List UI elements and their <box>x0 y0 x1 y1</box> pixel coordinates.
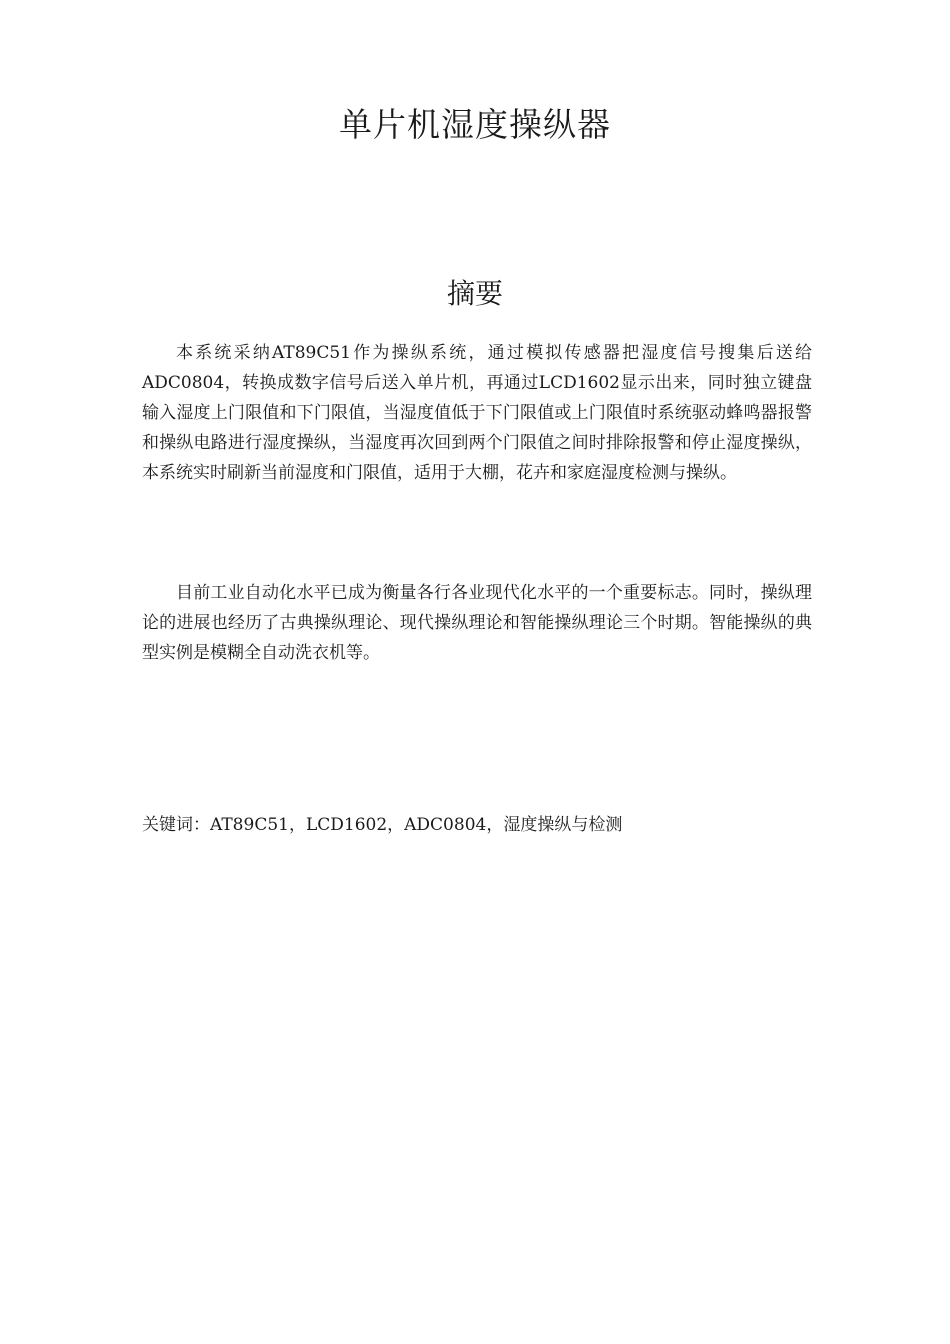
abstract-paragraph-2: 目前工业自动化水平已成为衡量各行各业现代化水平的一个重要标志。同时，操纵理论的进展也经历了古典操纵理论、现代操纵理论和智能操纵理论三个时期。智能操纵的典型实例是模糊全自动洗衣机等。 <box>142 583 812 663</box>
keywords-line: 关键词：AT89C51，LCD1602，ADC0804，湿度操纵与检测 <box>142 815 623 835</box>
abstract-paragraph-1: 本系统采纳AT89C51作为操纵系统，通过模拟传感器把湿度信号搜集后送给ADC0804，转换成数字信号后送入单片机，再通过LCD1602显示出来，同时独立键盘输入湿度上门限值和下门限值，当湿度值低于下门限值或上门限值时系统驱动蜂鸣器报警和操纵电路进行湿度操纵，当湿度再次回到两个门限值之间时排除报警和停止湿度操纵，本系统实时刷新当前湿度和门限值，适用于大棚，花卉和家庭湿度检测与操纵。 <box>142 343 812 483</box>
abstract-heading: 摘要 <box>446 277 503 310</box>
document-title: 单片机湿度操纵器 <box>339 105 611 144</box>
